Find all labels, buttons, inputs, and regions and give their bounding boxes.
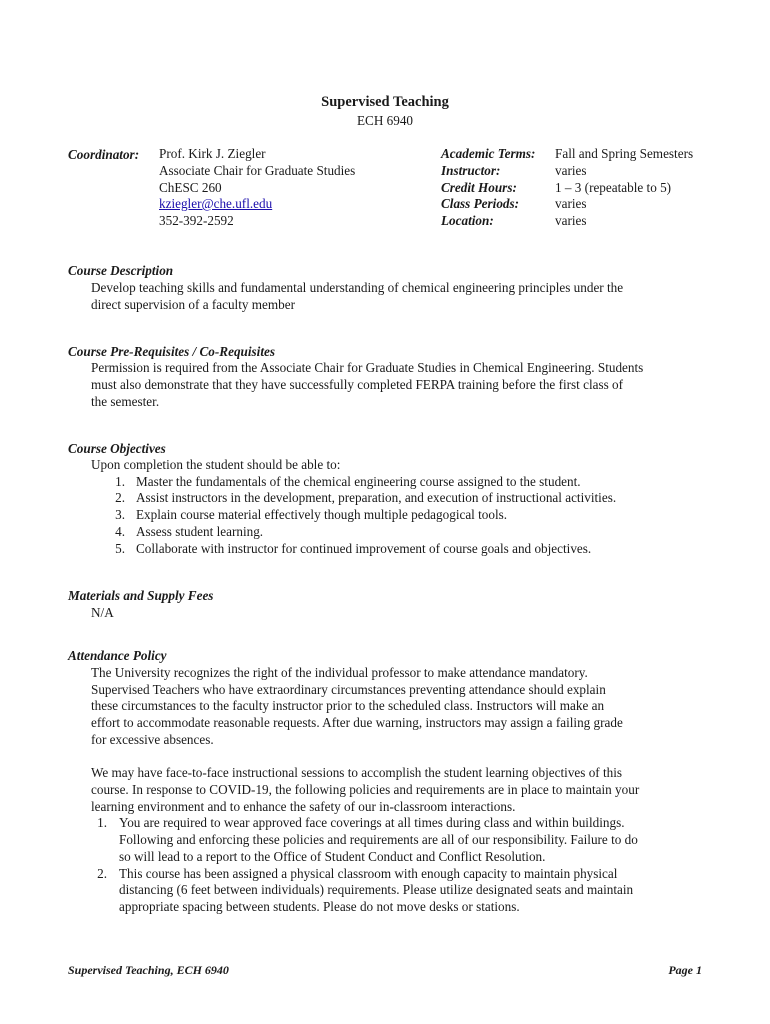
objectives-intro: Upon completion the student should be able to: [91,457,341,472]
attendance-line: Supervised Teachers who have extraordinary circumstances preventing attendance should explain [91,682,606,697]
prereq-line: the semester. [91,394,160,409]
page-title: Supervised Teaching [321,94,449,110]
covid-item-line: appropriate spacing between students. Please do not move desks or stations. [119,899,520,914]
materials-value: N/A [91,605,114,620]
objective-item: Assess student learning. [136,524,264,539]
info-label-periods: Class Periods: [441,196,520,211]
list-number: 3. [115,507,125,522]
list-number: 2. [97,866,107,881]
attendance-line: for excessive absences. [91,732,214,747]
coordinator-label: Coordinator: [68,147,140,162]
attendance-heading: Attendance Policy [68,648,167,663]
description-heading: Course Description [68,263,174,278]
list-number: 1. [115,474,125,489]
footer-page-number: Page 1 [668,963,702,977]
covid-item-line: so will lead to a report to the Office of Student Conduct and Conflict Resolution. [119,849,546,864]
objective-item: Explain course material effectively though multiple pedagogical tools. [136,507,508,522]
coordinator-title: Associate Chair for Graduate Studies [159,163,356,178]
info-value-terms: Fall and Spring Semesters [555,146,694,161]
covid-line: We may have face-to-face instructional sessions to accomplish the student learning objectives of this [91,765,623,780]
info-label-credits: Credit Hours: [441,180,517,195]
info-label-location: Location: [441,213,494,228]
footer-course: Supervised Teaching, ECH 6940 [68,963,229,977]
list-number: 5. [115,541,125,556]
materials-heading: Materials and Supply Fees [68,588,214,603]
info-value-periods: varies [555,196,587,211]
covid-item-line: You are required to wear approved face coverings at all times during class and within buildings. [119,815,625,830]
covid-item-line: Following and enforcing these policies and requirements are all of our responsibility. Failure to do [119,832,638,847]
objective-item: Assist instructors in the development, preparation, and execution of instructional activities. [136,490,617,505]
list-number: 2. [115,490,125,505]
info-value-credits: 1 – 3 (repeatable to 5) [555,180,672,195]
list-number: 4. [115,524,125,539]
objective-item: Collaborate with instructor for continued improvement of course goals and objectives. [136,541,592,556]
coordinator-phone: 352-392-2592 [159,213,234,228]
description-line: direct supervision of a faculty member [91,297,295,312]
info-value-instructor: varies [555,163,587,178]
info-label-terms: Academic Terms: [441,146,536,161]
description-line: Develop teaching skills and fundamental understanding of chemical engineering principles under the [91,280,624,295]
prereq-heading: Course Pre-Requisites / Co-Requisites [68,344,275,359]
prereq-line: must also demonstrate that they have successfully completed FERPA training before the first class of [91,377,624,392]
coordinator-name: Prof. Kirk J. Ziegler [159,146,266,161]
info-value-location: varies [555,213,587,228]
covid-item-line: distancing (6 feet between individuals) requirements. Please utilize designated seats and maintain [119,882,634,897]
coordinator-office: ChESC 260 [159,180,222,195]
objectives-heading: Course Objectives [68,441,166,456]
covid-line: learning environment and to enhance the safety of our in-classroom interactions. [91,799,516,814]
covid-item-line: This course has been assigned a physical classroom with enough capacity to maintain physical [119,866,618,881]
course-code: ECH 6940 [356,113,414,128]
covid-line: course. In response to COVID-19, the following policies and requirements are in place to maintain your [91,782,640,797]
coordinator-email-link[interactable]: kziegler@che.ufl.edu [159,196,273,211]
objective-item: Master the fundamentals of the chemical engineering course assigned to the student. [136,474,581,489]
info-label-instructor: Instructor: [441,163,501,178]
attendance-line: effort to accommodate reasonable requests. After due warning, instructors may assign a failing grade [91,715,623,730]
prereq-line: Permission is required from the Associate Chair for Graduate Studies in Chemical Engineering. Students [91,360,644,375]
attendance-line: these circumstances to the faculty instructor prior to the scheduled class. Instructors will make an [91,698,605,713]
attendance-line: The University recognizes the right of the individual professor to make attendance mandatory. [91,665,588,680]
list-number: 1. [97,815,107,830]
